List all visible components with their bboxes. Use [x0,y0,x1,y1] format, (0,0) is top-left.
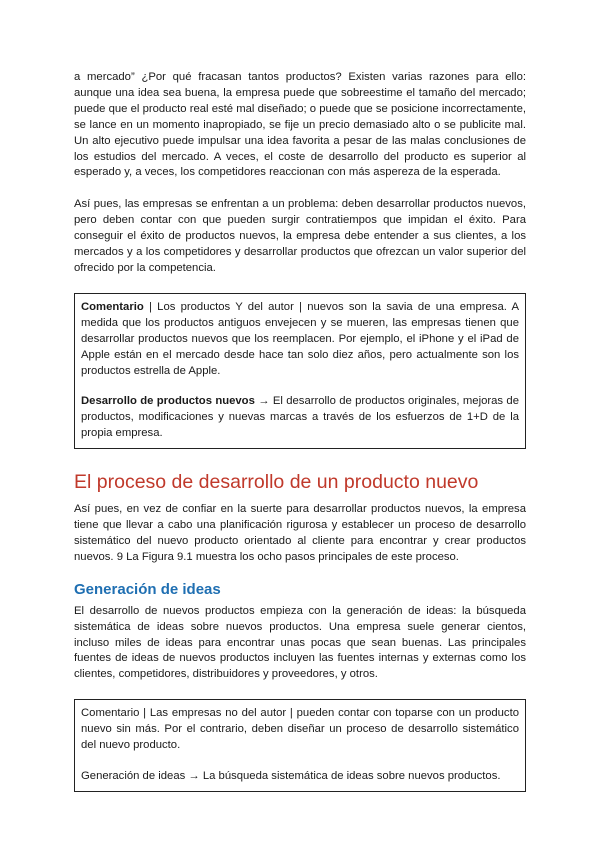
comment-paragraph [81,300,519,380]
paragraph-process: Así pues, en vez de confiar en la suerte para desarrollar productos nuevos, la empresa tiene que llevar a cabo una planificación rigurosa y establecer un proceso de desarrollo sistemático del nuevo producto orientado al cliente para encontrar y crear productos nuevos. 9 La Figura 9.1 muestra los ocho pasos principales de este proceso. [74,503,526,563]
paragraph-companies-problem: Así pues, las empresas se enfrentan a un problema: deben desarrollar productos nuevos, pero deben contar con que pueden surgir contratiempos que impidan el éxito. Para conseguir el éxito de productos nuevos, la empresa debe entender a sus clientes, a los mercados y a los competidores y desarrollar productos que ofrezcan un valor superior del ofrecido por la competencia. [74,198,526,274]
comment-paragraph-2: Comentario | Las empresas no del autor | pueden contar con toparse con un producto nuevo sin más. Por el contrario, deben diseñar un proceso de desarrollo sistemático del nuevo producto. [81,707,519,752]
comment-box-idea-generation [74,699,526,792]
definition-label: Desarrollo de productos nuevos [81,395,255,408]
definition-text: → El desarrollo de productos originales, mejoras de productos, modificaciones y nuevas marcas a través de los esfuerzos de 1+D de la propia empresa. [81,395,519,440]
comment-text: | Los productos Y del autor | nuevos son la savia de una empresa. A medida que los productos antiguos envejecen y se mueren, las empresas tienen que desarrollar productos nuevos que los reemplacen. Por ejemplo, el iPhone y el iPad de Apple están en el mercado desde hace tan solo diez años, pero actualmente son los productos estrella de Apple. [81,300,519,377]
definition-paragraph-2: Generación de ideas → La búsqueda sistemática de ideas sobre nuevos productos. [81,770,501,782]
subsection-heading: Generación de ideas [74,580,221,598]
comment-box-new-products [74,293,526,449]
section-heading: El proceso de desarrollo de un producto nuevo [74,471,479,494]
paragraph-market-failure: a mercado” ¿Por qué fracasan tantos productos? Existen varias razones para ello: aunque una idea sea buena, la empresa puede que sobreestime el tamaño del mercado; puede que el producto real esté mal diseñado; o puede que se posicione incorrectamente, se lance en un momento inapropiado, se fije un precio demasiado alto o se publicite mal. Un alto ejecutivo puede impulsar una idea favorita a pesar de las malas conclusiones de los estudios del mercado. A veces, el coste de desarrollo del producto es superior al esperado y, a veces, los competidores reaccionan con más aspereza de la esperada. [74,71,526,179]
paragraph-idea-generation: El desarrollo de nuevos productos empieza con la generación de ideas: la búsqueda sistemática de ideas sobre nuevos productos. Una empresa suele generar cientos, incluso miles de ideas para encontrar unas pocas que sean buenas. Las principales fuentes de ideas de nuevos productos incluyen las fuentes internas y externas como los clientes, competidores, distribuidores y proveedores, y otros. [74,604,526,681]
comment-label: Comentario [81,300,144,313]
definition-paragraph [81,394,519,442]
document-page [74,70,526,792]
